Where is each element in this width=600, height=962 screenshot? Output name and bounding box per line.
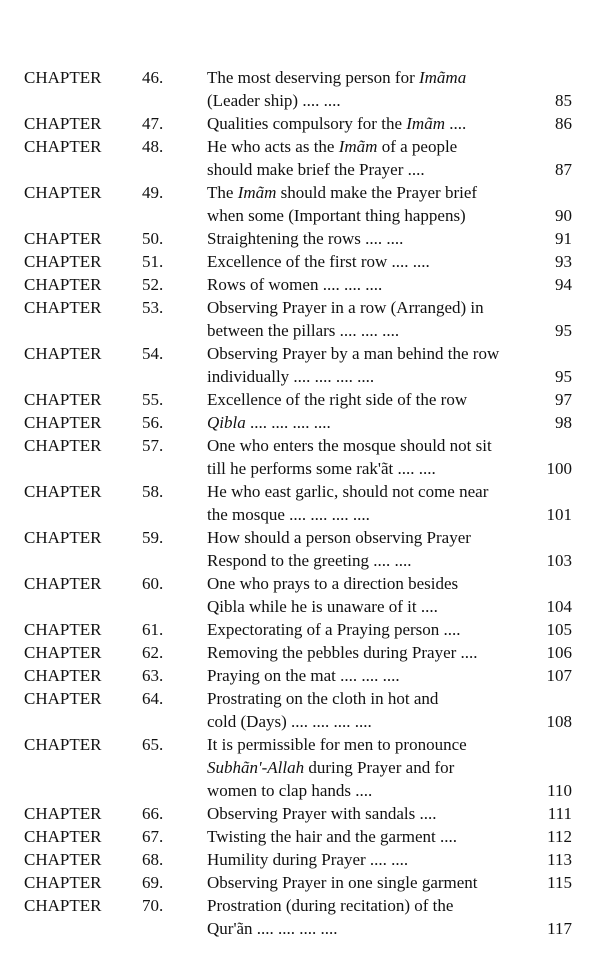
italic-term: Imãma: [418, 68, 467, 87]
toc-entry: [0, 618, 600, 641]
chapter-number: 61.: [142, 620, 164, 639]
chapter-title-line: cold (Days) .... .... .... ....: [207, 712, 372, 731]
chapter-label: CHAPTER: [24, 229, 102, 248]
chapter-label: CHAPTER: [24, 896, 102, 915]
chapter-title: [207, 871, 537, 894]
chapter-title-line: till he performs some rak'ãt .... ....: [207, 459, 436, 478]
toc-entry: [0, 181, 600, 227]
chapter-title: [207, 227, 537, 250]
chapter-title: [207, 825, 537, 848]
toc-entry: [0, 342, 600, 388]
chapter-title-line: He who acts as the Imãm of a people: [207, 137, 458, 156]
chapter-number: 62.: [142, 643, 164, 662]
chapter-label: CHAPTER: [24, 390, 102, 409]
chapter-title-line: between the pillars .... .... ....: [207, 321, 400, 340]
chapter-title-line: individually .... .... .... ....: [207, 367, 375, 386]
page-number: 108: [546, 712, 572, 731]
page-number: 111: [547, 804, 572, 823]
italic-term: Imãm: [237, 183, 277, 202]
chapter-title-line: Qualities compulsory for the Imãm ....: [207, 114, 467, 133]
page-number: 112: [547, 827, 572, 846]
chapter-label: CHAPTER: [24, 183, 102, 202]
italic-term: Imãm: [338, 137, 378, 156]
chapter-number: 46.: [142, 68, 164, 87]
chapter-title: [207, 641, 537, 664]
chapter-title-line: Observing Prayer by a man behind the row: [207, 344, 500, 363]
toc-entry: [0, 411, 600, 434]
chapter-label: CHAPTER: [24, 735, 102, 754]
toc-entry: [0, 687, 600, 733]
chapter-title: [207, 411, 537, 434]
chapter-number: 64.: [142, 689, 164, 708]
chapter-title-line: Humility during Prayer .... ....: [207, 850, 409, 869]
chapter-label: CHAPTER: [24, 689, 102, 708]
page-number: 97: [555, 390, 572, 409]
table-of-contents: [0, 66, 600, 940]
chapter-number: 56.: [142, 413, 164, 432]
chapter-title: [207, 894, 537, 940]
chapter-title: [207, 181, 537, 227]
chapter-number: 50.: [142, 229, 164, 248]
chapter-number: 67.: [142, 827, 164, 846]
chapter-label: CHAPTER: [24, 482, 102, 501]
chapter-title: [207, 687, 537, 733]
chapter-label: CHAPTER: [24, 620, 102, 639]
chapter-title: [207, 572, 537, 618]
toc-entry: [0, 848, 600, 871]
chapter-title-line: The Imãm should make the Prayer brief: [207, 183, 478, 202]
chapter-title-line: Twisting the hair and the garment ....: [207, 827, 457, 846]
chapter-title: [207, 664, 537, 687]
chapter-label: CHAPTER: [24, 850, 102, 869]
italic-term: Qibla: [207, 413, 246, 432]
page-number: 101: [546, 505, 572, 524]
chapter-title: [207, 273, 537, 296]
toc-entry: [0, 296, 600, 342]
page-number: 95: [555, 321, 572, 340]
chapter-title-line: Excellence of the right side of the row: [207, 390, 468, 409]
toc-entry: [0, 825, 600, 848]
chapter-number: 70.: [142, 896, 164, 915]
chapter-number: 47.: [142, 114, 164, 133]
chapter-label: CHAPTER: [24, 68, 102, 87]
toc-entry: [0, 664, 600, 687]
chapter-title-line: women to clap hands ....: [207, 781, 373, 800]
chapter-number: 60.: [142, 574, 164, 593]
chapter-number: 52.: [142, 275, 164, 294]
page-number: 103: [546, 551, 572, 570]
chapter-title-line: Observing Prayer in a row (Arranged) in: [207, 298, 484, 317]
chapter-label: CHAPTER: [24, 298, 102, 317]
page-number: 110: [547, 781, 572, 800]
chapter-title-line: Rows of women .... .... ....: [207, 275, 383, 294]
chapter-label: CHAPTER: [24, 252, 102, 271]
chapter-number: 55.: [142, 390, 164, 409]
chapter-title: [207, 250, 537, 273]
page-number: 90: [555, 206, 572, 225]
chapter-title-line: Straightening the rows .... ....: [207, 229, 404, 248]
chapter-title: [207, 66, 537, 112]
chapter-label: CHAPTER: [24, 436, 102, 455]
page-number: 107: [546, 666, 572, 685]
chapter-label: CHAPTER: [24, 827, 102, 846]
chapter-title-line: One who enters the mosque should not sit: [207, 436, 492, 455]
chapter-number: 66.: [142, 804, 164, 823]
page-number: 91: [555, 229, 572, 248]
chapter-title-line: Respond to the greeting .... ....: [207, 551, 412, 570]
page-number: 104: [546, 597, 572, 616]
toc-entry: [0, 802, 600, 825]
chapter-number: 53.: [142, 298, 164, 317]
toc-entry: [0, 388, 600, 411]
chapter-label: CHAPTER: [24, 873, 102, 892]
chapter-title: [207, 733, 537, 802]
toc-entry: [0, 227, 600, 250]
chapter-title-line: Qibla .... .... .... ....: [207, 413, 331, 432]
toc-entry: [0, 112, 600, 135]
chapter-number: 68.: [142, 850, 164, 869]
chapter-title-line: It is permissible for men to pronounce: [207, 735, 467, 754]
toc-entry: [0, 66, 600, 112]
chapter-label: CHAPTER: [24, 574, 102, 593]
chapter-title-line: Praying on the mat .... .... ....: [207, 666, 400, 685]
chapter-title-line: Qur'ãn .... .... .... ....: [207, 919, 338, 938]
italic-term: Imãm: [406, 114, 445, 133]
page-number: 93: [555, 252, 572, 271]
italic-term: Subhãn'-Allah: [207, 758, 305, 777]
toc-entry: [0, 273, 600, 296]
chapter-title-line: How should a person observing Prayer: [207, 528, 471, 547]
toc-entry: [0, 526, 600, 572]
toc-entry: [0, 894, 600, 940]
chapter-number: 48.: [142, 137, 164, 156]
chapter-number: 49.: [142, 183, 164, 202]
page-number: 86: [555, 114, 572, 133]
chapter-title-line: when some (Important thing happens): [207, 206, 466, 225]
chapter-number: 63.: [142, 666, 164, 685]
page-number: 85: [555, 91, 572, 110]
chapter-title: [207, 802, 537, 825]
toc-entry: [0, 250, 600, 273]
page-number: 98: [555, 413, 572, 432]
chapter-title-line: (Leader ship) .... ....: [207, 91, 341, 110]
chapter-number: 58.: [142, 482, 164, 501]
chapter-title-line: Expectorating of a Praying person ....: [207, 620, 461, 639]
chapter-title: [207, 480, 537, 526]
chapter-label: CHAPTER: [24, 275, 102, 294]
toc-entry: [0, 434, 600, 480]
chapter-label: CHAPTER: [24, 528, 102, 547]
chapter-number: 69.: [142, 873, 164, 892]
chapter-title: [207, 848, 537, 871]
chapter-title-line: Removing the pebbles during Prayer ....: [207, 643, 478, 662]
chapter-label: CHAPTER: [24, 666, 102, 685]
chapter-title-line: should make brief the Prayer ....: [207, 160, 425, 179]
toc-entry: [0, 572, 600, 618]
chapter-label: CHAPTER: [24, 114, 102, 133]
chapter-number: 54.: [142, 344, 164, 363]
chapter-title: [207, 526, 537, 572]
chapter-title-line: Excellence of the first row .... ....: [207, 252, 430, 271]
page-number: 117: [547, 919, 572, 938]
chapter-number: 65.: [142, 735, 164, 754]
chapter-title: [207, 618, 537, 641]
chapter-title-line: He who east garlic, should not come near: [207, 482, 489, 501]
toc-entry: [0, 871, 600, 894]
chapter-label: CHAPTER: [24, 344, 102, 363]
chapter-title-line: the mosque .... .... .... ....: [207, 505, 370, 524]
chapter-title-line: Subhãn'-Allah during Prayer and for: [207, 758, 455, 777]
toc-entry: [0, 480, 600, 526]
chapter-title: [207, 112, 537, 135]
chapter-title: [207, 135, 537, 181]
chapter-title-line: The most deserving person for Imãma: [207, 68, 467, 87]
toc-entry: [0, 733, 600, 802]
chapter-label: CHAPTER: [24, 413, 102, 432]
chapter-label: CHAPTER: [24, 643, 102, 662]
chapter-title-line: Observing Prayer with sandals ....: [207, 804, 437, 823]
chapter-label: CHAPTER: [24, 804, 102, 823]
page-number: 87: [555, 160, 572, 179]
chapter-title-line: Prostration (during recitation) of the: [207, 896, 454, 915]
toc-entry: [0, 135, 600, 181]
chapter-title-line: Prostrating on the cloth in hot and: [207, 689, 439, 708]
toc-entry: [0, 641, 600, 664]
page-number: 106: [546, 643, 572, 662]
page-number: 105: [546, 620, 572, 639]
chapter-title: [207, 388, 537, 411]
chapter-title: [207, 296, 537, 342]
chapter-number: 57.: [142, 436, 164, 455]
chapter-title-line: One who prays to a direction besides: [207, 574, 459, 593]
chapter-title: [207, 342, 537, 388]
page-number: 113: [547, 850, 572, 869]
chapter-title-line: Observing Prayer in one single garment: [207, 873, 478, 892]
chapter-label: CHAPTER: [24, 137, 102, 156]
page-number: 100: [546, 459, 572, 478]
page-number: 95: [555, 367, 572, 386]
chapter-title: [207, 434, 537, 480]
chapter-number: 59.: [142, 528, 164, 547]
page-number: 115: [547, 873, 572, 892]
chapter-number: 51.: [142, 252, 164, 271]
page-number: 94: [555, 275, 572, 294]
chapter-title-line: Qibla while he is unaware of it ....: [207, 597, 438, 616]
